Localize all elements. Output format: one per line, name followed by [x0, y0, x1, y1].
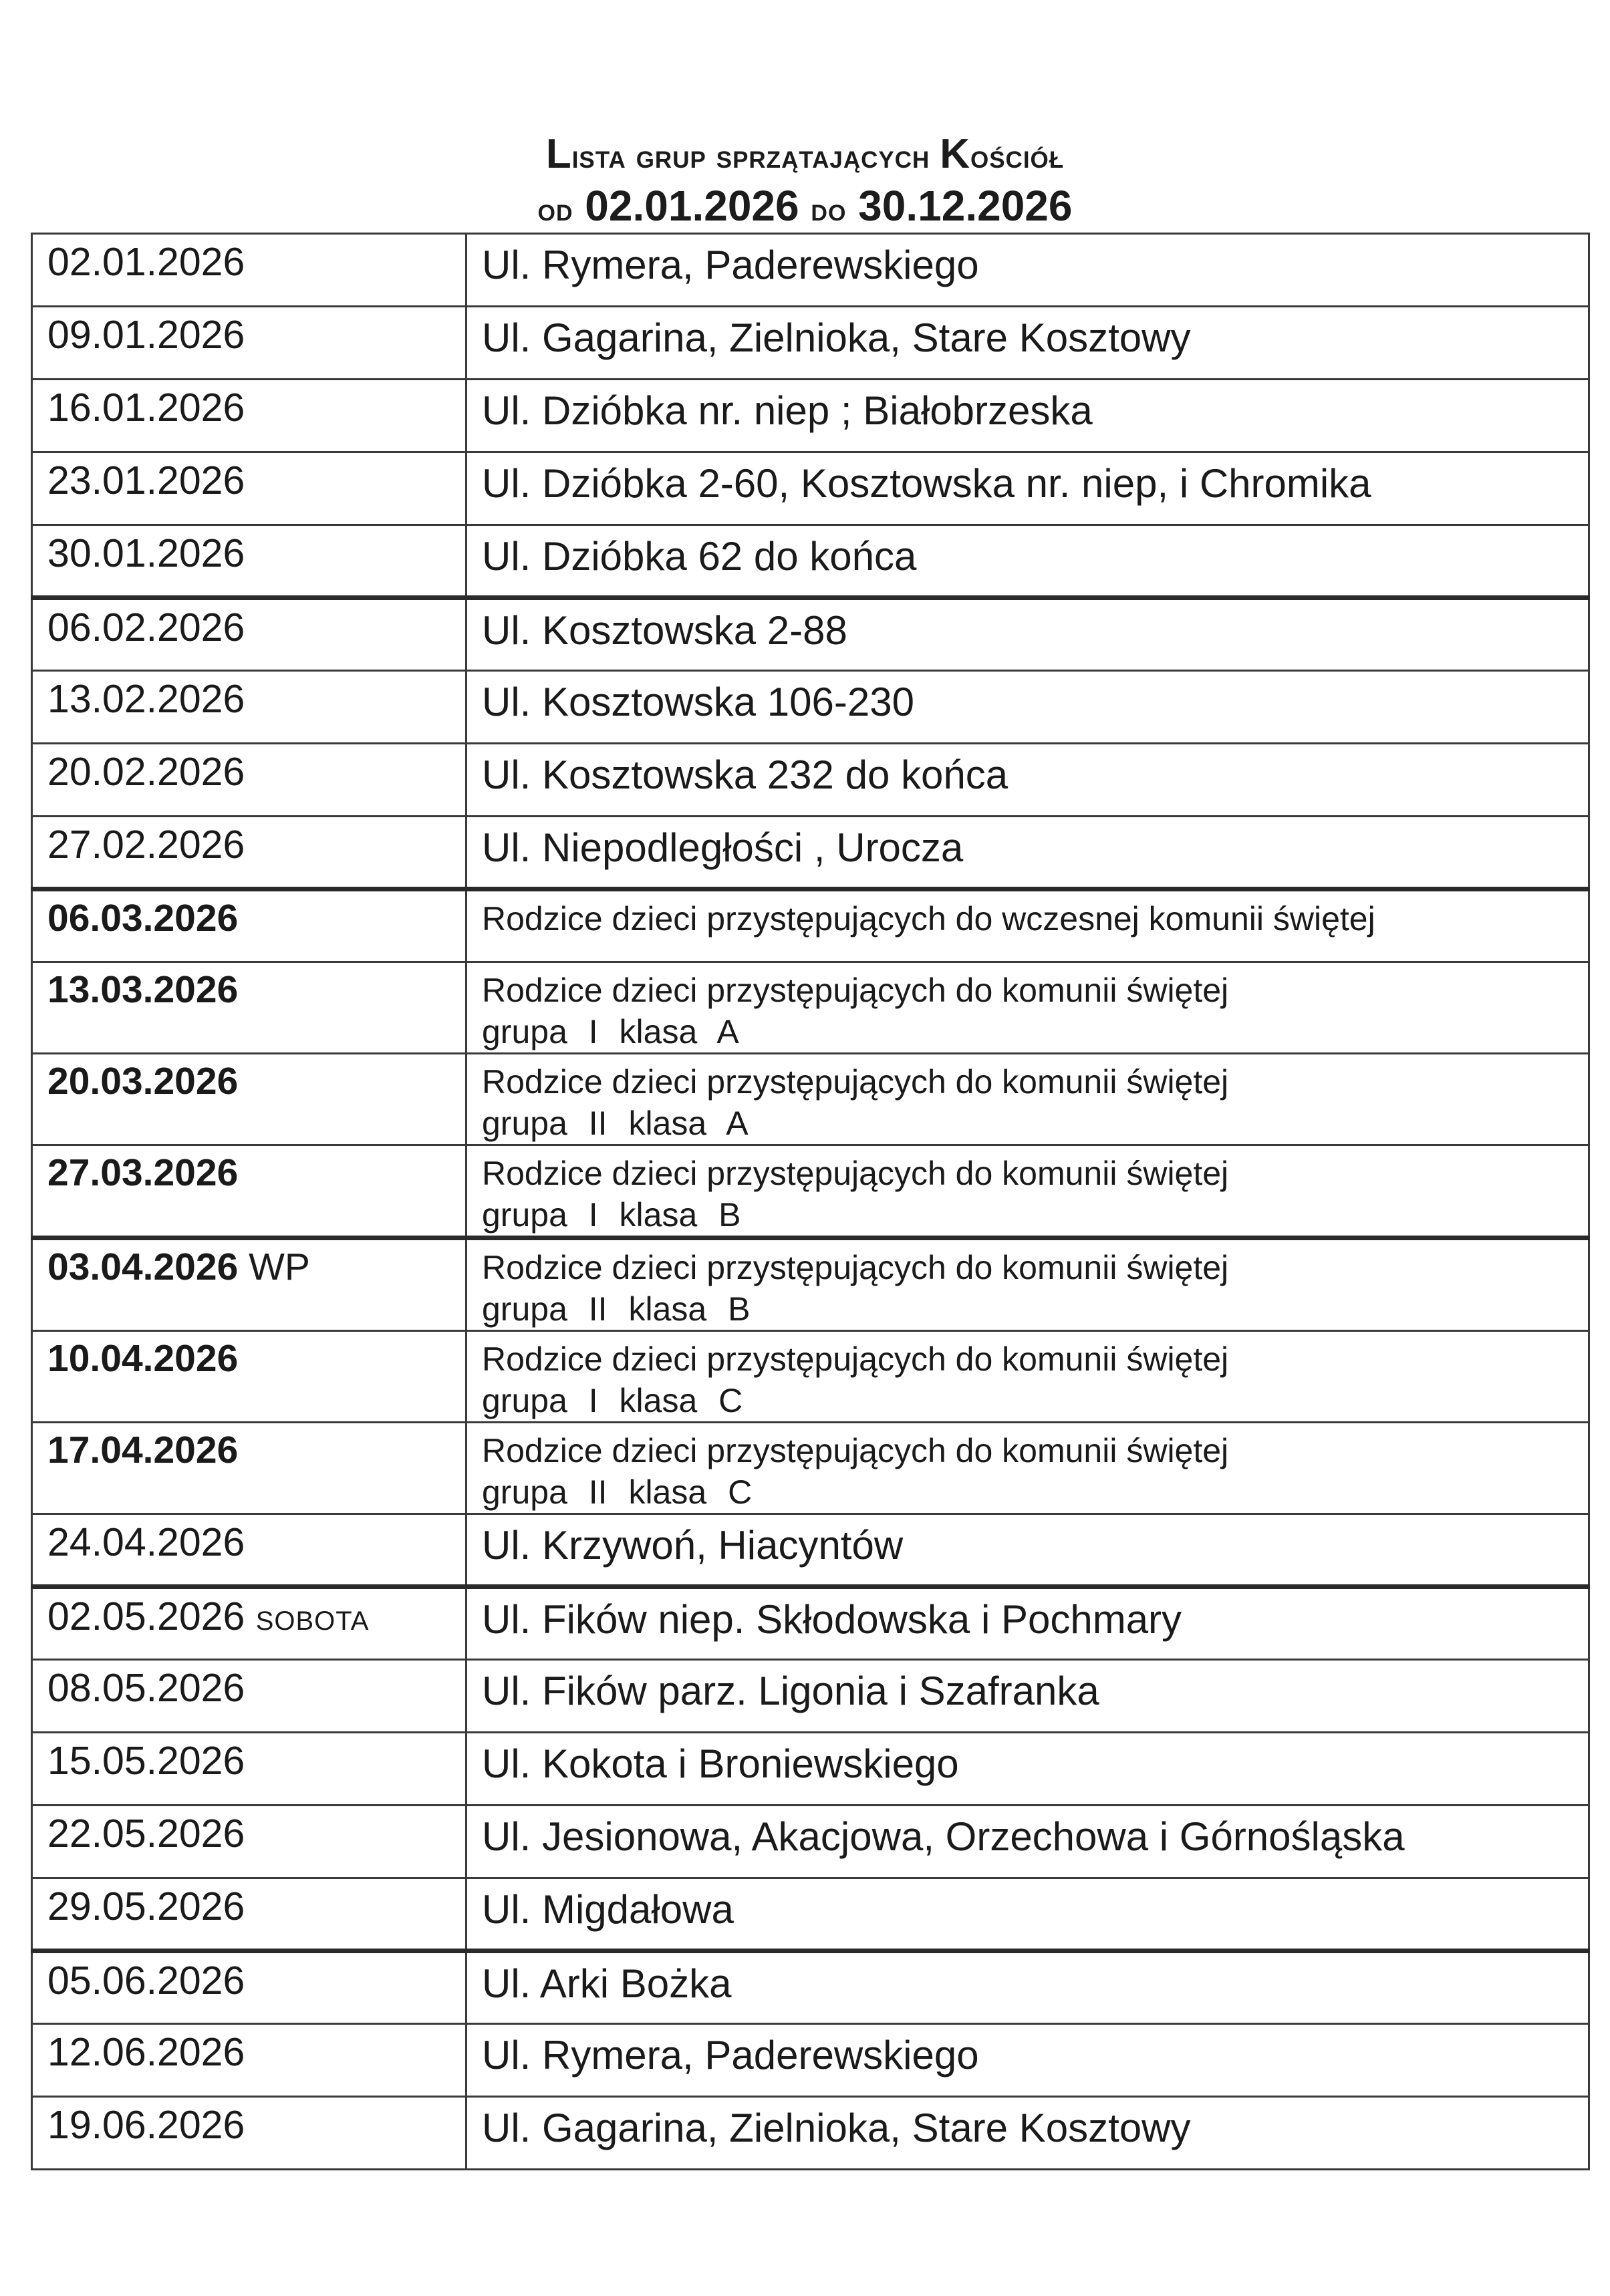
- document-title: [0, 130, 1610, 231]
- schedule-row: [32, 1238, 1589, 1331]
- date-cell: 24.04.2026: [32, 1514, 466, 1587]
- schedule-row: [32, 2024, 1589, 2097]
- date-cell: 12.06.2026: [32, 2024, 466, 2097]
- schedule-row: [32, 452, 1589, 525]
- group-cell: Ul. Arki Bożka: [466, 1951, 1589, 2024]
- schedule-row: [32, 671, 1589, 744]
- schedule-row: [32, 598, 1589, 671]
- schedule-row: [32, 307, 1589, 380]
- group-cell: Rodzice dzieci przystępujących do komunii świętej grupa I klasa C: [466, 1331, 1589, 1423]
- group-cell: Ul. Gagarina, Zielnioka, Stare Kosztowy: [466, 2097, 1589, 2170]
- schedule-row: [32, 380, 1589, 452]
- cleaning-schedule-table: [31, 233, 1590, 2170]
- date-cell: 19.06.2026: [32, 2097, 466, 2170]
- group-cell: Ul. Gagarina, Zielnioka, Stare Kosztowy: [466, 307, 1589, 380]
- date-cell: 13.02.2026: [32, 671, 466, 744]
- group-cell: Rodzice dzieci przystępujących do komunii świętej grupa I klasa A: [466, 962, 1589, 1054]
- schedule-row: [32, 817, 1589, 889]
- group-cell: Rodzice dzieci przystępujących do komunii świętej grupa II klasa A: [466, 1054, 1589, 1145]
- schedule-row: [32, 1806, 1589, 1878]
- group-cell: Ul. Kosztowska 2-88: [466, 598, 1589, 671]
- schedule-row: [32, 1587, 1589, 1660]
- title-line-1: Lista grup sprzątających Kościół: [545, 131, 1065, 177]
- group-cell: Ul. Kokota i Broniewskiego: [466, 1733, 1589, 1806]
- group-cell: Ul. Fików niep. Skłodowska i Pochmary: [466, 1587, 1589, 1660]
- date-cell: 09.01.2026: [32, 307, 466, 380]
- group-cell: Rodzice dzieci przystępujących do komunii świętej grupa I klasa B: [466, 1145, 1589, 1238]
- date-cell: 03.04.2026 WP: [32, 1238, 466, 1331]
- date-cell: 20.03.2026: [32, 1054, 466, 1145]
- group-cell: Rodzice dzieci przystępujących do wczesnej komunii świętej: [466, 889, 1589, 962]
- group-cell: Ul. Krzywoń, Hiacyntów: [466, 1514, 1589, 1587]
- schedule-row: [32, 1951, 1589, 2024]
- group-cell: Ul. Kosztowska 106-230: [466, 671, 1589, 744]
- group-cell: Ul. Dzióbka 62 do końca: [466, 525, 1589, 598]
- schedule-row: [32, 234, 1589, 307]
- date-cell: 13.03.2026: [32, 962, 466, 1054]
- group-cell: Ul. Dzióbka 2-60, Kosztowska nr. niep, i Chromika: [466, 452, 1589, 525]
- schedule-row: [32, 1733, 1589, 1806]
- date-cell: 15.05.2026: [32, 1733, 466, 1806]
- group-cell: Ul. Rymera, Paderewskiego: [466, 234, 1589, 307]
- group-cell: Ul. Jesionowa, Akacjowa, Orzechowa i Górnośląska: [466, 1806, 1589, 1878]
- title-line-2: od 02.01.2026 do 30.12.2026: [537, 182, 1073, 231]
- group-cell: Ul. Migdałowa: [466, 1878, 1589, 1951]
- group-cell: Ul. Kosztowska 232 do końca: [466, 744, 1589, 817]
- date-cell: 05.06.2026: [32, 1951, 466, 2024]
- schedule-row: [32, 744, 1589, 817]
- schedule-row: [32, 1331, 1589, 1423]
- date-cell: 02.05.2026 SOBOTA: [32, 1587, 466, 1660]
- schedule-row: [32, 1145, 1589, 1238]
- date-cell: 23.01.2026: [32, 452, 466, 525]
- schedule-row: [32, 1054, 1589, 1145]
- schedule-row: [32, 1423, 1589, 1514]
- date-cell: 16.01.2026: [32, 380, 466, 452]
- date-cell: 27.02.2026: [32, 817, 466, 889]
- date-cell: 20.02.2026: [32, 744, 466, 817]
- group-cell: Ul. Rymera, Paderewskiego: [466, 2024, 1589, 2097]
- group-cell: Ul. Niepodległości , Urocza: [466, 817, 1589, 889]
- date-cell: 10.04.2026: [32, 1331, 466, 1423]
- schedule-row: [32, 1514, 1589, 1587]
- date-cell: 27.03.2026: [32, 1145, 466, 1238]
- schedule-row: [32, 1660, 1589, 1733]
- schedule-row: [32, 525, 1589, 598]
- date-cell: 29.05.2026: [32, 1878, 466, 1951]
- date-cell: 30.01.2026: [32, 525, 466, 598]
- schedule-row: [32, 889, 1589, 962]
- schedule-row: [32, 1878, 1589, 1951]
- group-cell: Rodzice dzieci przystępujących do komunii świętej grupa II klasa B: [466, 1238, 1589, 1331]
- date-cell: 06.02.2026: [32, 598, 466, 671]
- date-cell: 06.03.2026: [32, 889, 466, 962]
- date-cell: 02.01.2026: [32, 234, 466, 307]
- group-cell: Ul. Dzióbka nr. niep ; Białobrzeska: [466, 380, 1589, 452]
- group-cell: Ul. Fików parz. Ligonia i Szafranka: [466, 1660, 1589, 1733]
- schedule-row: [32, 2097, 1589, 2170]
- date-cell: 17.04.2026: [32, 1423, 466, 1514]
- schedule-row: [32, 962, 1589, 1054]
- date-cell: 22.05.2026: [32, 1806, 466, 1878]
- group-cell: Rodzice dzieci przystępujących do komunii świętej grupa II klasa C: [466, 1423, 1589, 1514]
- date-cell: 08.05.2026: [32, 1660, 466, 1733]
